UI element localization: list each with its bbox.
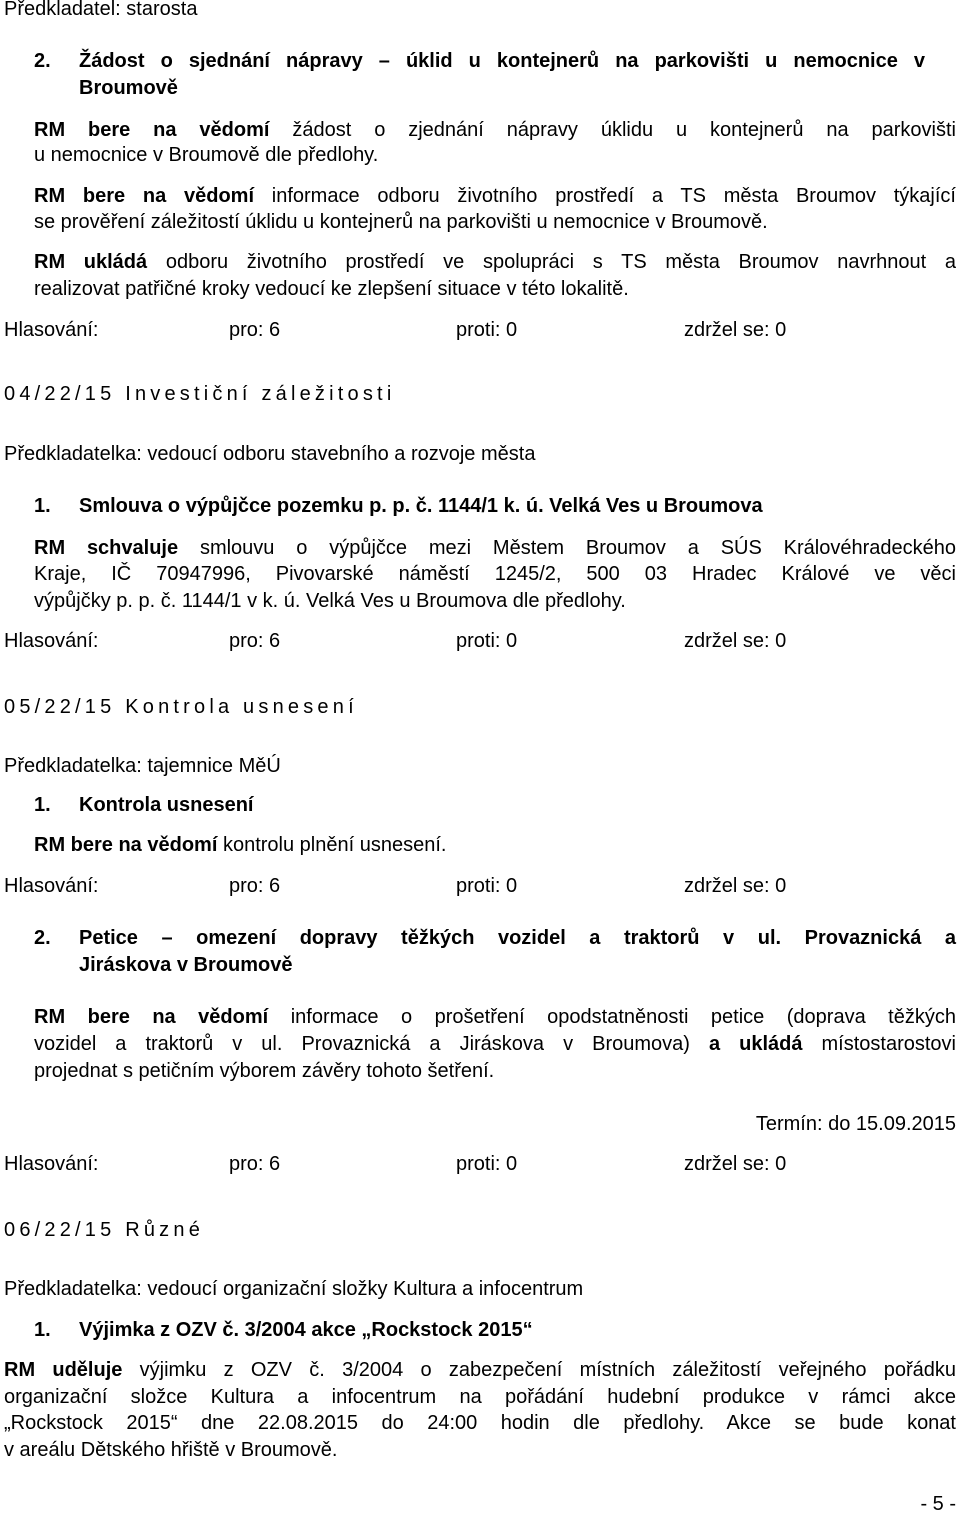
resolution-text-cont: realizovat patřičné kroky vedoucí ke zlepšení situace v této lokalitě. [34, 278, 629, 300]
vote-row [0, 628, 960, 654]
presenter: Předkladatelka: vedoucí organizační složky Kultura a infocentrum [4, 1278, 584, 1300]
vote-label: Hlasování: [4, 319, 99, 341]
resolution-text: RM schvaluje smlouvu o výpůjčce mezi Městem Broumov a SÚS Královéhradeckého [34, 537, 956, 559]
resolution-text: RM bere na vědomí kontrolu plnění usnesení. [34, 834, 447, 856]
resolution-text-cont: „Rockstock 2015“ dne 22.08.2015 do 24:00 hodin dle předlohy. Akce se bude konat [4, 1412, 956, 1434]
vote-label: Hlasování: [4, 1153, 99, 1175]
item-number: 1. [34, 495, 51, 517]
resolution-text: RM bere na vědomí informace o prošetření opodstatněnosti petice (doprava těžkých [34, 1006, 956, 1028]
resolution-text-cont: vozidel a traktorů v ul. Provaznická a Jiráskova v Broumova) a ukládá místostarostovi [34, 1033, 956, 1055]
resolution-text-cont: Kraje, IČ 70947996, Pivovarské náměstí 1245/2, 500 03 Hradec Králové ve věci [34, 563, 956, 585]
vote-zdrzel: zdržel se: 0 [684, 1153, 787, 1175]
vote-pro: pro: 6 [229, 1153, 281, 1175]
presenter: Předkladatelka: vedoucí odboru stavebního a rozvoje města [4, 443, 536, 465]
section-heading: 06/22/15 Různé [4, 1219, 205, 1241]
item-title: Petice – omezení dopravy těžkých vozidel a traktorů v ul. Provaznická a [79, 927, 956, 949]
resolution-text: RM bere na vědomí informace odboru životního prostředí a TS města Broumov týkající [34, 185, 956, 207]
item-title-cont: Broumově [79, 77, 178, 99]
presenter: Předkladatelka: tajemnice MěÚ [4, 755, 281, 777]
vote-row [0, 1151, 960, 1177]
resolution-text: RM ukládá odboru životního prostředí ve spolupráci s TS města Broumov navrhnout a [34, 251, 956, 273]
resolution-text: RM uděluje výjimku z OZV č. 3/2004 o zabezpečení místních záležitostí veřejného pořádku [4, 1359, 957, 1381]
vote-zdrzel: zdržel se: 0 [684, 630, 787, 652]
vote-pro: pro: 6 [229, 630, 281, 652]
vote-zdrzel: zdržel se: 0 [684, 875, 787, 897]
vote-proti: proti: 0 [456, 319, 518, 341]
section-heading: 04/22/15 Investiční záležitosti [4, 383, 396, 405]
item-title: Výjimka z OZV č. 3/2004 akce „Rockstock 2015“ [79, 1319, 533, 1341]
item-number: 2. [34, 50, 51, 72]
item-title: Smlouva o výpůjčce pozemku p. p. č. 1144/1 k. ú. Velká Ves u Broumova [79, 495, 763, 517]
page-number: - 5 - [920, 1493, 956, 1515]
item-number: 1. [34, 1319, 51, 1341]
resolution-text-cont: výpůjčky p. p. č. 1144/1 v k. ú. Velká Ves u Broumova dle předlohy. [34, 590, 626, 612]
resolution-text: RM bere na vědomí žádost o zjednání nápravy úklidu u kontejnerů na parkovišti [34, 119, 956, 141]
vote-proti: proti: 0 [456, 630, 518, 652]
item-number: 2. [34, 927, 51, 949]
presenter-starosta: Předkladatel: starosta [4, 0, 198, 20]
resolution-text-cont: projednat s petičním výborem závěry tohoto šetření. [34, 1060, 495, 1082]
item-title-cont: Jiráskova v Broumově [79, 954, 293, 976]
deadline: Termín: do 15.09.2015 [755, 1113, 956, 1135]
resolution-text-cont: u nemocnice v Broumově dle předlohy. [34, 144, 379, 166]
item-number: 1. [34, 794, 51, 816]
vote-zdrzel: zdržel se: 0 [684, 319, 787, 341]
section-heading: 05/22/15 Kontrola usnesení [4, 696, 358, 718]
vote-pro: pro: 6 [229, 875, 281, 897]
vote-proti: proti: 0 [456, 1153, 518, 1175]
resolution-text-cont: organizační složce Kultura a infocentrum na pořádání hudební produkce v rámci akce [4, 1386, 956, 1408]
vote-label: Hlasování: [4, 875, 99, 897]
vote-pro: pro: 6 [229, 319, 281, 341]
vote-row [0, 873, 960, 899]
vote-row [0, 317, 960, 343]
item-title: Kontrola usnesení [79, 794, 254, 816]
resolution-text-cont: v areálu Dětského hřiště v Broumově. [4, 1439, 338, 1461]
vote-label: Hlasování: [4, 630, 99, 652]
resolution-text-cont: se prověření záležitostí úklidu u kontejnerů na parkovišti u nemocnice v Broumově. [34, 211, 768, 233]
vote-proti: proti: 0 [456, 875, 518, 897]
item-title: Žádost o sjednání nápravy – úklid u kontejnerů na parkovišti u nemocnice v [79, 50, 925, 72]
